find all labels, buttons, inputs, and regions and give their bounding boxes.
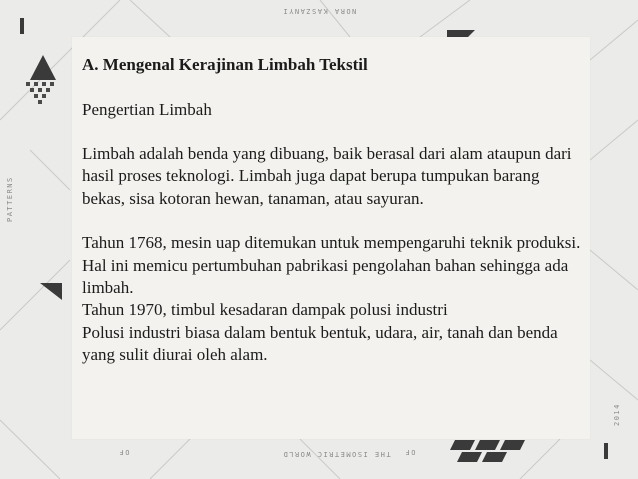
author-watermark: NORA KASZANYI	[282, 7, 357, 15]
slide-content	[82, 54, 582, 366]
of-watermark-left: OF	[118, 448, 130, 456]
definition-paragraph: Limbah adalah benda yang dibuang, baik berasal dari alam ataupun dari hasil proses teknologi. Limbah juga dapat berupa tumpukan barang bekas, sisa kotoran hewan, tanaman, atau sayuran.	[82, 144, 572, 208]
spacer	[82, 210, 582, 232]
patterns-watermark: PATTERNS	[6, 176, 14, 222]
of-watermark-right: OF	[404, 448, 416, 456]
spacer	[82, 76, 582, 98]
year-watermark: 2014	[613, 403, 621, 426]
history-line-factory: Hal ini memicu pertumbuhan pabrikasi pengolahan bahan sehingga ada limbah.	[82, 255, 569, 297]
series-watermark: THE ISOMETRIC WORLD	[282, 450, 391, 458]
content-panel	[72, 37, 590, 439]
history-line-1970: Tahun 1970, timbul kesadaran dampak polusi industri	[82, 300, 448, 320]
history-line-1768: Tahun 1768, mesin uap ditemukan untuk mempengaruhi teknik produksi.	[82, 233, 581, 253]
slide-subtitle: Pengertian Limbah	[82, 99, 212, 119]
spacer	[82, 121, 582, 143]
slide-title: A. Mengenal Kerajinan Limbah Tekstil	[82, 55, 368, 74]
pollution-line: Polusi industri biasa dalam bentuk bentuk, udara, air, tanah dan benda yang sulit diurai oleh alam.	[82, 322, 558, 364]
